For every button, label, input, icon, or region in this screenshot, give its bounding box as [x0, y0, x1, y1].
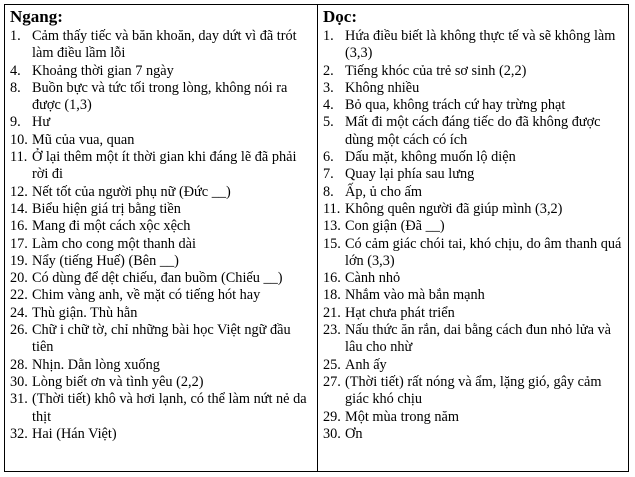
clue-text: Anh ấy	[345, 356, 387, 373]
across-clue-item	[10, 270, 313, 287]
clue-text: Nấu thức ăn rắn, dai bằng cách đun nhỏ lửa và lâu cho nhừ	[345, 322, 611, 356]
down-clue-item	[323, 97, 624, 114]
clue-number: 11.	[10, 149, 28, 166]
down-clue-item	[323, 236, 624, 271]
clue-text: Khoảng thời gian 7 ngày	[32, 62, 174, 79]
across-clue-item	[10, 357, 313, 374]
clue-text: Nhịn. Dằn lòng xuống	[32, 356, 160, 373]
down-column	[318, 5, 628, 471]
down-clue-item	[323, 63, 624, 80]
clue-text: Biểu hiện giá trị bằng tiền	[32, 200, 181, 217]
clue-text: Con giận (Đã __)	[345, 218, 445, 235]
clue-number: 20.	[10, 270, 28, 287]
down-clue-item	[323, 184, 624, 201]
down-clue-item	[323, 149, 624, 166]
clue-number: 11.	[323, 200, 341, 217]
clue-number: 30.	[323, 425, 341, 442]
clue-text: Hai (Hán Việt)	[32, 425, 117, 442]
clue-number: 9.	[10, 114, 21, 131]
down-clue-item	[323, 322, 624, 357]
clue-text: Hư	[32, 114, 51, 131]
clue-number: 25.	[323, 356, 341, 373]
across-clue-item	[10, 184, 313, 201]
down-clue-item	[323, 409, 624, 426]
across-column	[5, 5, 318, 471]
clue-number: 6.	[323, 149, 334, 166]
clue-text: Cảm thấy tiếc và băn khoăn, day dứt vì đã trót làm điều lầm lỗi	[32, 28, 297, 62]
clue-text: Cành nhỏ	[345, 270, 401, 287]
across-clue-item	[10, 114, 313, 131]
across-clue-item	[10, 305, 313, 322]
clue-text: Chim vàng anh, về mặt có tiếng hót hay	[32, 287, 261, 304]
clue-text: Ơn	[345, 425, 363, 442]
clue-text: Nhắm vào mà bắn mạnh	[345, 287, 485, 304]
down-clue-item	[323, 114, 624, 149]
across-clue-item	[10, 374, 313, 391]
clue-text: Mang đi một cách xộc xệch	[32, 218, 191, 235]
clue-number: 4.	[10, 62, 21, 79]
across-clue-list	[10, 28, 313, 443]
clue-number: 1.	[10, 28, 21, 44]
clue-number: 21.	[323, 304, 341, 321]
down-clue-list	[323, 28, 624, 443]
clue-number: 3.	[323, 79, 334, 96]
clue-text: Làm cho cong một thanh dài	[32, 235, 196, 252]
across-clue-item	[10, 80, 313, 115]
across-clue-item	[10, 132, 313, 149]
across-clue-item	[10, 426, 313, 443]
across-clue-item	[10, 391, 313, 426]
clue-number: 7.	[323, 166, 334, 183]
clue-text: Một mùa trong năm	[345, 408, 459, 425]
clue-text: Bỏ qua, không trách cứ hay trừng phạt	[345, 97, 566, 114]
clue-number: 8.	[10, 79, 21, 96]
across-clue-item	[10, 28, 313, 63]
clue-text: Nẩy (tiếng Huế) (Bên __)	[32, 252, 179, 269]
clue-number: 10.	[10, 131, 28, 148]
clue-number: 18.	[323, 287, 341, 304]
clue-number: 1.	[323, 28, 334, 44]
down-clue-item	[323, 374, 624, 409]
clue-text: Lòng biết ơn và tình yêu (2,2)	[32, 373, 204, 390]
down-clue-item	[323, 305, 624, 322]
clue-text: Có cảm giác chói tai, khó chịu, do âm thanh quá lớn (3,3)	[345, 235, 622, 269]
clue-number: 23.	[323, 322, 341, 339]
clue-text: Dấu mặt, không muốn lộ diện	[345, 149, 516, 166]
down-clue-item	[323, 80, 624, 97]
clue-number: 26.	[10, 322, 28, 339]
down-clue-item	[323, 166, 624, 183]
clue-text: Ở lại thêm một ít thời gian khi đáng lẽ đã phải rời đi	[32, 149, 297, 183]
down-clue-item	[323, 426, 624, 443]
down-clue-item	[323, 28, 624, 63]
across-clue-item	[10, 201, 313, 218]
clue-text: Buồn bực và tức tối trong lòng, không nói ra được (1,3)	[32, 79, 288, 114]
clue-number: 30.	[10, 373, 28, 390]
clue-number: 31.	[10, 391, 28, 408]
clue-text: Tiếng khóc của trẻ sơ sinh (2,2)	[345, 62, 527, 79]
clue-number: 4.	[323, 97, 334, 114]
clue-text: Chữ i chữ tờ, chỉ những bài học Việt ngữ đầu tiên	[32, 322, 291, 356]
clue-number: 28.	[10, 356, 28, 373]
clue-text: Nết tốt của người phụ nữ (Đức __)	[32, 183, 231, 200]
clue-number: 27.	[323, 373, 341, 390]
down-clue-item	[323, 218, 624, 235]
down-heading: Dọc:	[323, 7, 357, 26]
across-clue-item	[10, 236, 313, 253]
down-clue-item	[323, 357, 624, 374]
clue-number: 17.	[10, 235, 28, 252]
down-clue-item	[323, 287, 624, 304]
across-heading: Ngang:	[10, 7, 63, 26]
clue-number: 32.	[10, 425, 28, 442]
clue-text: Mũ của vua, quan	[32, 131, 135, 148]
clue-text: Thù giận. Thù hằn	[32, 304, 138, 321]
clue-text: Không quên người đã giúp mình (3,2)	[345, 200, 563, 217]
clue-number: 13.	[323, 218, 341, 235]
clue-text: (Thời tiết) rất nóng và ẩm, lặng gió, gây cảm giác khó chịu	[345, 373, 602, 408]
clue-number: 16.	[10, 218, 28, 235]
down-clue-item	[323, 201, 624, 218]
clue-number: 5.	[323, 114, 334, 131]
clue-number: 14.	[10, 200, 28, 217]
clue-number: 29.	[323, 408, 341, 425]
clue-number: 19.	[10, 252, 28, 269]
crossword-clues-table	[4, 4, 629, 472]
across-clue-item	[10, 287, 313, 304]
down-clue-item	[323, 270, 624, 287]
clue-text: Hứa điều biết là không thực tế và sẽ không làm (3,3)	[345, 28, 616, 62]
across-clue-item	[10, 322, 313, 357]
clue-number: 24.	[10, 304, 28, 321]
across-clue-item	[10, 218, 313, 235]
clue-text: (Thời tiết) khô và hơi lạnh, có thể làm nứt nẻ da thịt	[32, 391, 307, 425]
clue-number: 8.	[323, 183, 334, 200]
clue-text: Mất đi một cách đáng tiếc do đã không được dùng một cách có ích	[345, 114, 601, 148]
clue-number: 2.	[323, 62, 334, 79]
clue-text: Không nhiều	[345, 79, 420, 96]
across-clue-item	[10, 253, 313, 270]
clue-number: 15.	[323, 235, 341, 252]
clue-text: Hạt chưa phát triển	[345, 304, 455, 321]
clue-number: 16.	[323, 270, 341, 287]
clue-text: Ấp, ủ cho ấm	[345, 183, 423, 200]
across-clue-item	[10, 149, 313, 184]
clue-text: Có dùng để dệt chiếu, đan buồm (Chiếu __)	[32, 270, 283, 287]
clue-number: 12.	[10, 183, 28, 200]
clue-number: 22.	[10, 287, 28, 304]
clue-text: Quay lại phía sau lưng	[345, 166, 475, 183]
across-clue-item	[10, 63, 313, 80]
